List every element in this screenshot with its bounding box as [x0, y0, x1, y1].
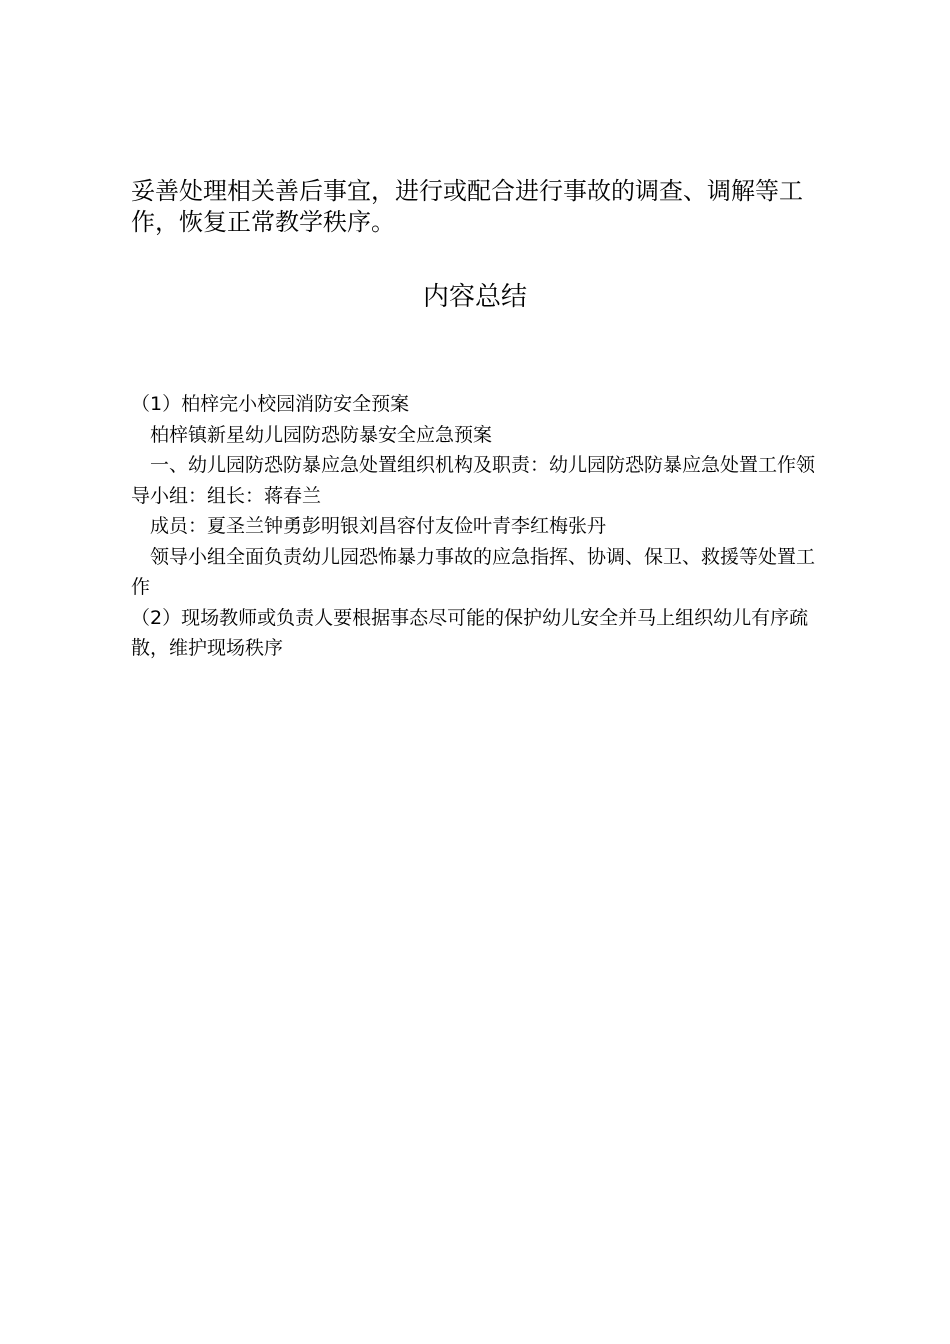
summary-content [131, 389, 831, 664]
summary-item-2: 柏梓镇新星幼儿园防恐防暴安全应急预案 [150, 423, 493, 446]
summary-item-3: 一、幼儿园防恐防暴应急处置组织机构及职责：幼儿园防恐防暴应急处置工作领导小组：组长：蒋春兰 [131, 454, 816, 507]
summary-item-6: （2）现场教师或负责人要根据事态尽可能的保护幼儿安全并马上组织幼儿有序疏散，维护现场秩序 [131, 606, 809, 659]
summary-item-5: 领导小组全面负责幼儿园恐怖暴力事故的应急指挥、协调、保卫、救援等处置工作 [131, 545, 816, 598]
summary-item-1: （1）柏梓完小校园消防安全预案 [131, 393, 410, 415]
summary-item-4: 成员：夏圣兰钟勇彭明银刘昌容付友俭叶青李红梅张丹 [150, 515, 607, 537]
lead-paragraph: 妥善处理相关善后事宜，进行或配合进行事故的调查、调解等工作，恢复正常教学秩序。 [131, 177, 803, 236]
section-title: 内容总结 [422, 282, 527, 312]
